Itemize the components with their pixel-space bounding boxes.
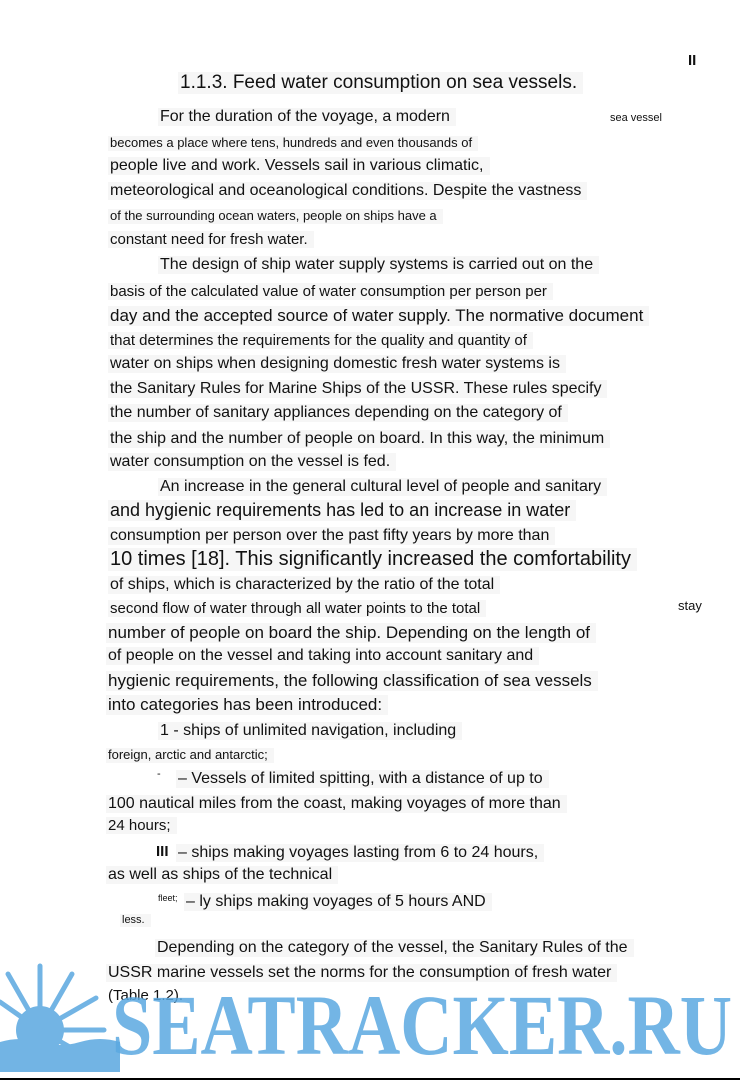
- list-item: as well as ships of the technical: [106, 866, 338, 884]
- text-line: water consumption on the vessel is fed.: [108, 453, 396, 471]
- text-line: The design of ship water supply systems is carried out on the: [158, 256, 599, 274]
- text-line: and hygienic requirements has led to an increase in water: [108, 500, 576, 521]
- text-line: people live and work. Vessels sail in various climatic,: [108, 157, 490, 175]
- text-line: basis of the calculated value of water consumption per person per: [108, 283, 553, 300]
- text-line: constant need for fresh water.: [108, 231, 314, 248]
- text-line: For the duration of the voyage, a modern: [158, 108, 456, 126]
- text-line: hygienic requirements, the following classification of sea vessels: [106, 671, 598, 691]
- list-item: foreign, arctic and antarctic;: [106, 748, 274, 763]
- list-item: – Vessels of limited spitting, with a distance of up to: [176, 770, 549, 788]
- text-line: of the surrounding ocean waters, people on ships have a: [108, 209, 443, 224]
- page-number-mark: II: [688, 52, 697, 69]
- watermark-text: SEATRACKER.RU: [112, 977, 732, 1073]
- text-line: 10 times [18]. This significantly increased the comfortability: [108, 548, 637, 571]
- section-heading: 1.1.3. Feed water consumption on sea vessels.: [178, 72, 583, 94]
- text-line: the number of sanitary appliances depending on the category of: [108, 404, 568, 422]
- list-item: less.: [120, 914, 151, 927]
- list-marker: III: [156, 843, 169, 860]
- text-line: into categories has been introduced:: [106, 695, 388, 715]
- list-item: – ships making voyages lasting from 6 to 24 hours,: [176, 844, 544, 862]
- text-line: USSR marine vessels set the norms for the consumption of fresh water: [106, 964, 617, 982]
- text-line: of people on the vessel and taking into account sanitary and: [106, 647, 539, 665]
- text-line: of ships, which is characterized by the ratio of the total: [108, 576, 500, 594]
- list-item: 100 nautical miles from the coast, making voyages of more than: [106, 795, 567, 813]
- sun-icon: [0, 966, 120, 1072]
- text-fragment: sea vessel: [610, 112, 662, 124]
- text-line: the ship and the number of people on board. In this way, the minimum: [108, 430, 610, 448]
- text-line: the Sanitary Rules for Marine Ships of the USSR. These rules specify: [108, 380, 607, 398]
- text-line: (Table 1.2).: [108, 987, 184, 1004]
- text-line: number of people on board the ship. Depending on the length of: [106, 623, 596, 643]
- list-item: 1 - ships of unlimited navigation, including: [158, 722, 462, 740]
- list-item: – ly ships making voyages of 5 hours AND: [184, 893, 492, 911]
- text-line: that determines the requirements for the quality and quantity of: [108, 332, 533, 349]
- text-fragment: stay: [678, 598, 702, 613]
- text-line: consumption per person over the past fifty years by more than: [108, 527, 555, 545]
- text-line: second flow of water through all water points to the total: [108, 600, 486, 617]
- seatracker-watermark-logo: [0, 962, 740, 1078]
- list-marker: fleet;: [158, 893, 178, 903]
- text-line: Depending on the category of the vessel, the Sanitary Rules of the: [155, 939, 634, 957]
- text-line: becomes a place where tens, hundreds and even thousands of: [108, 136, 478, 151]
- text-line: water on ships when designing domestic fresh water systems is: [108, 355, 566, 373]
- text-line: An increase in the general cultural level of people and sanitary: [158, 478, 607, 496]
- text-line: meteorological and oceanological conditions. Despite the vastness: [108, 182, 587, 200]
- list-marker: -: [157, 768, 161, 780]
- text-line: day and the accepted source of water supply. The normative document: [108, 306, 649, 326]
- list-item: 24 hours;: [106, 817, 177, 834]
